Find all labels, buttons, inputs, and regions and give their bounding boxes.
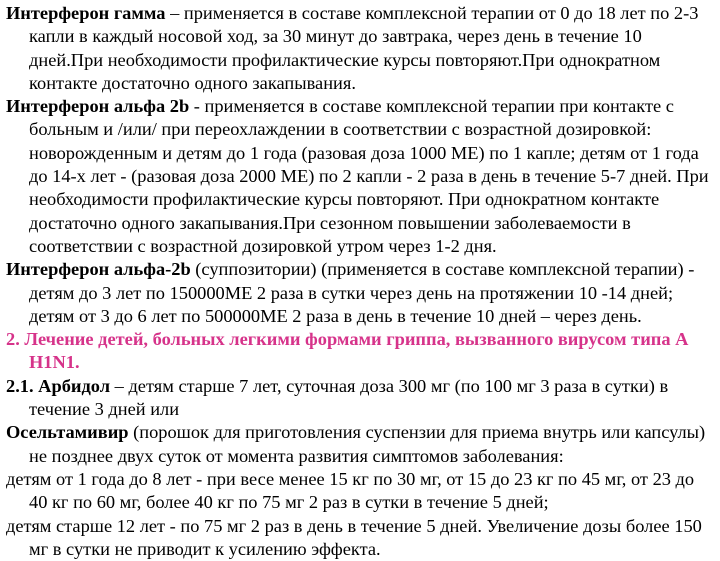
drug-name-oseltamivir: Осельтамивир — [6, 422, 129, 443]
drug-name-interferon-gamma: Интерферон гамма — [6, 3, 166, 23]
paragraph-text: (суппозитории) (применяется в составе комплексной терапии) - детям до 3 лет по 150000МЕ 2 раза в сутки через день на протяжении 10 -14 дней; детям от 3 до 6 лет по 500000МЕ 2 раза в день в течение 10 дней – через день. — [29, 259, 695, 326]
drug-name-interferon-alfa-2b: Интерферон альфа 2b — [6, 96, 190, 117]
drug-name-interferon-alfa-2b-supp: Интерферон альфа-2b — [6, 259, 191, 280]
paragraph-dosage-over-12: детям старше 12 лет - по 75 мг 2 раз в день в течение 5 дней. Увеличение дозы более 150 мг в сутки не приводит к усилению эффекта. — [6, 515, 702, 559]
paragraph-text: – применяется в составе комплексной терапии от 0 до 18 лет по 2-3 капли в каждый носовой ход, за 30 минут до завтрака, через день в течение 10 дней.При необходимости профилактические курсы повторяют.При однократном контакте достаточно одного закапывания. — [29, 3, 699, 93]
paragraph-text: (порошок для приготовления суспензии для приема внутрь или капсулы) не позднее двух суток от момента развития симптомов заболевания: — [29, 422, 706, 466]
section-heading-h1n1: 2. Лечение детей, больных легкими формами гриппа, вызванного вирусом типа А H1N1. — [6, 329, 689, 373]
paragraph-dosage-1-8: детям от 1 года до 8 лет - при весе менее 15 кг по 30 мг, от 15 до 23 кг по 45 мг, от 23 до 40 кг по 60 мг, более 40 кг по 75 мг 2 раз в сутки в течение 5 дней; — [6, 468, 695, 513]
paragraph-oseltamivir — [6, 421, 714, 468]
paragraph-text: - применяется в составе комплексной терапии при контакте с больным и /или/ при переохлаждении в соответствии с возрастной дозировкой: новорожденным и детям до 1 года (разовая доза 1000 МЕ) по 1 капле; детям от 1 года до 14-х лет - (разовая доза 2000 МЕ) по 2 капли - 2 раза в день в течение 5-7 дней. При необходимости профилактические курсы повторяют. При однократном контакте достаточно одного закапывания.При сезонном повышении заболеваемости в соответствии с возрастной дозировкой утром через 1-2 дня. — [29, 96, 709, 256]
paragraph-arbidol — [6, 375, 714, 422]
paragraph-interferon-alfa-2b-suppositories — [6, 258, 714, 328]
paragraph-interferon-alfa-2b — [6, 95, 714, 258]
paragraph-interferon-gamma — [6, 2, 714, 95]
drug-name-arbidol: 2.1. Арбидол — [6, 375, 111, 396]
paragraph-text: – детям старше 7 лет, суточная доза 300 мг (по 100 мг 3 раза в сутки) в течение 3 дней или — [29, 375, 669, 420]
